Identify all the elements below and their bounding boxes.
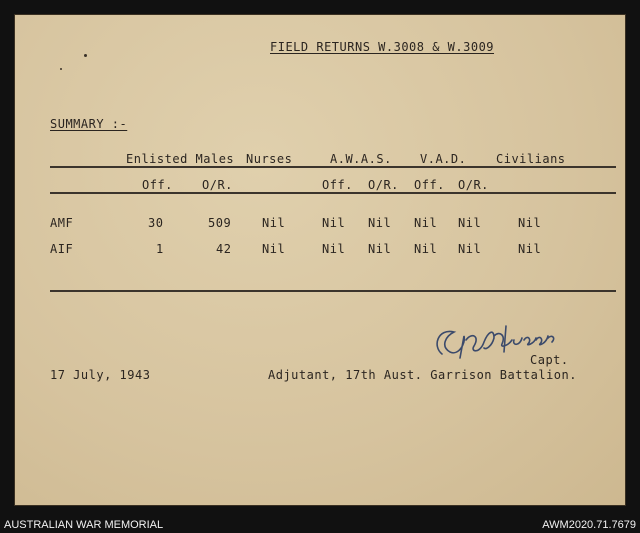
cell-nurses: Nil: [262, 242, 286, 256]
document-date: 17 July, 1943: [50, 368, 151, 382]
signatory-rank: Capt.: [530, 353, 569, 367]
document-title: FIELD RETURNS W.3008 & W.3009: [270, 40, 495, 54]
cell-em-off: 1: [156, 242, 164, 256]
cell-em-or: 42: [216, 242, 232, 256]
cell-civilians: Nil: [518, 242, 542, 256]
subheader-awas-or: O/R.: [368, 178, 399, 192]
header-civilians: Civilians: [496, 152, 566, 166]
subheader-vad-or: O/R.: [458, 178, 489, 192]
header-awas: A.W.A.S.: [330, 152, 392, 166]
subheader-awas-off: Off.: [322, 178, 353, 192]
row-label: AMF: [50, 216, 74, 230]
subheader-em-off: Off.: [142, 178, 173, 192]
cell-em-or: 509: [208, 216, 232, 230]
header-rule: [50, 166, 616, 168]
header-enlisted-males: Enlisted Males: [126, 152, 235, 166]
cell-vad-or: Nil: [458, 242, 482, 256]
subheader-vad-off: Off.: [414, 178, 445, 192]
footer-left-credit: AUSTRALIAN WAR MEMORIAL: [4, 519, 164, 531]
cell-vad-or: Nil: [458, 216, 482, 230]
signatory-position: Adjutant, 17th Aust. Garrison Battalion.: [268, 368, 577, 382]
subheader-em-or: O/R.: [202, 178, 233, 192]
header-vad: V.A.D.: [420, 152, 467, 166]
cell-nurses: Nil: [262, 216, 286, 230]
row-label: AIF: [50, 242, 74, 256]
cell-vad-off: Nil: [414, 216, 438, 230]
cell-em-off: 30: [148, 216, 164, 230]
ink-speck: [60, 68, 62, 70]
cell-awas-or: Nil: [368, 242, 392, 256]
document-page: [14, 14, 626, 506]
ink-speck: [84, 54, 87, 57]
subheader-rule: [50, 192, 616, 194]
table-bottom-rule: [50, 290, 616, 292]
header-nurses: Nurses: [246, 152, 293, 166]
cell-vad-off: Nil: [414, 242, 438, 256]
footer-accession-number: AWM2020.71.7679: [542, 519, 636, 531]
summary-label: SUMMARY :-: [50, 117, 128, 131]
cell-awas-or: Nil: [368, 216, 392, 230]
cell-awas-off: Nil: [322, 216, 346, 230]
cell-awas-off: Nil: [322, 242, 346, 256]
cell-civilians: Nil: [518, 216, 542, 230]
